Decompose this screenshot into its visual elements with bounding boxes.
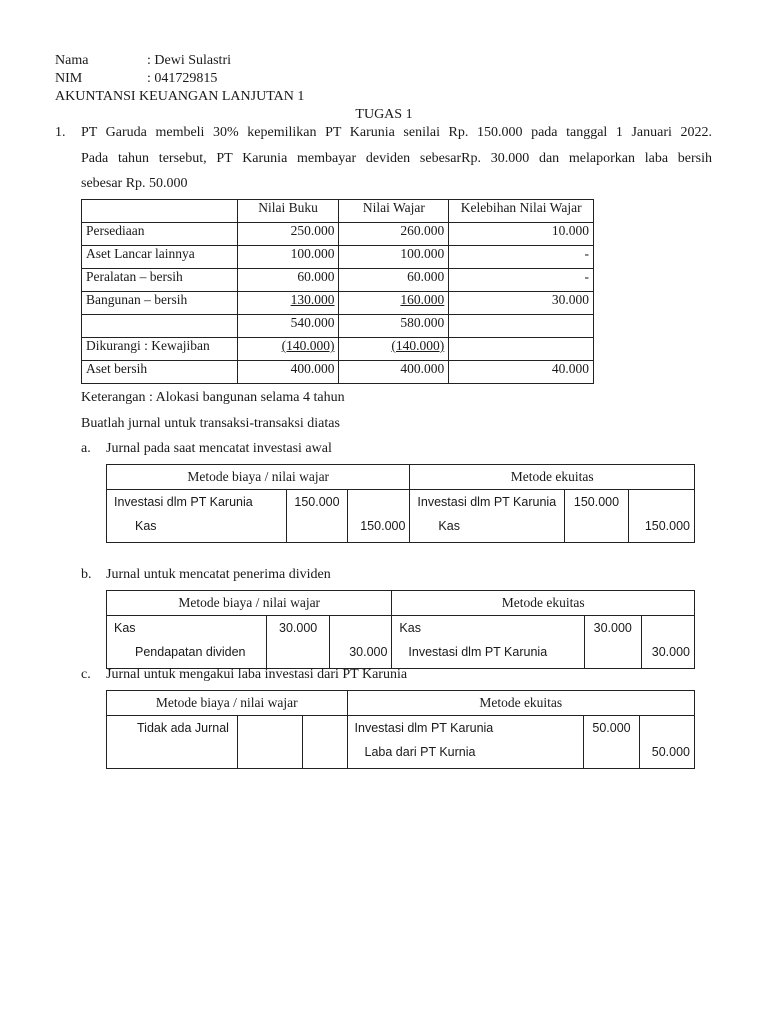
credit-amount: 50.000 xyxy=(651,745,690,759)
fair-value: 260.000 xyxy=(339,223,449,246)
fair-value xyxy=(339,338,449,361)
row-label: Bangunan – bersih xyxy=(82,292,238,315)
fair-value: 400.000 xyxy=(339,361,449,384)
debit-account: Investasi dlm PT Karunia xyxy=(417,495,557,509)
credit-account: Investasi dlm PT Karunia xyxy=(408,645,548,659)
debit-account: Investasi dlm PT Karunia xyxy=(114,495,253,509)
asset-table-header xyxy=(82,200,594,223)
cost-debit xyxy=(286,490,348,543)
equity-credit xyxy=(639,716,694,769)
excess-value: 30.000 xyxy=(449,292,594,315)
equity-method-header: Metode ekuitas xyxy=(392,591,695,616)
journal-table-a xyxy=(106,464,695,543)
header-cell: Nilai Wajar xyxy=(339,200,449,223)
debit-amount: 50.000 xyxy=(592,721,631,735)
name-label: Nama xyxy=(55,53,89,68)
header-cell xyxy=(82,200,238,223)
cost-debit xyxy=(267,616,330,669)
cost-debit xyxy=(237,716,302,769)
equity-method-header: Metode ekuitas xyxy=(347,691,694,716)
journal-table-c xyxy=(106,690,695,769)
equity-debit xyxy=(565,490,629,543)
cost-method-header: Metode biaya / nilai wajar xyxy=(107,465,410,490)
credit-account: Kas xyxy=(438,519,460,533)
table-row xyxy=(82,361,594,384)
section-b-title: Jurnal untuk mencatat penerima dividen xyxy=(106,567,331,582)
debit-account: Investasi dlm PT Karunia xyxy=(354,721,494,735)
question-number: 1. xyxy=(55,125,66,140)
journal-table-b xyxy=(106,590,695,669)
nim-label: NIM xyxy=(55,71,83,86)
section-b-marker: b. xyxy=(81,567,92,582)
section-c-title: Jurnal untuk mengakui laba investasi dari PT Karunia xyxy=(106,667,408,682)
asset-table xyxy=(81,199,594,384)
credit-account: Pendapatan dividen xyxy=(135,645,246,659)
book-value: 250.000 xyxy=(237,223,339,246)
credit-amount: 150.000 xyxy=(644,519,690,533)
header-cell: Kelebihan Nilai Wajar xyxy=(449,200,594,223)
book-value xyxy=(237,292,339,315)
table-row xyxy=(82,292,594,315)
debit-account: Kas xyxy=(114,621,136,635)
excess-value: - xyxy=(449,269,594,292)
row-label: Persediaan xyxy=(82,223,238,246)
section-a-marker: a. xyxy=(81,441,91,456)
debit-amount: 30.000 xyxy=(593,621,632,635)
row-label: Aset Lancar lainnya xyxy=(82,246,238,269)
debit-account: Kas xyxy=(399,621,421,635)
assignment-title: TUGAS 1 xyxy=(355,107,413,122)
excess-value: 40.000 xyxy=(449,361,594,384)
section-c-marker: c. xyxy=(81,667,91,682)
cost-accounts xyxy=(107,716,238,769)
table-row xyxy=(82,269,594,292)
cost-credit xyxy=(302,716,347,769)
underlined-value: (140.000) xyxy=(391,338,445,353)
book-value: 60.000 xyxy=(237,269,339,292)
instruction: Buatlah jurnal untuk transaksi-transaksi diatas xyxy=(81,416,340,431)
credit-amount: 30.000 xyxy=(651,645,690,659)
row-label xyxy=(82,315,238,338)
fair-value: 60.000 xyxy=(339,269,449,292)
fair-value: 580.000 xyxy=(339,315,449,338)
book-value xyxy=(237,338,339,361)
nim-value: : 041729815 xyxy=(147,71,218,86)
book-value: 540.000 xyxy=(237,315,339,338)
cost-method-header: Metode biaya / nilai wajar xyxy=(107,591,392,616)
credit-amount: 30.000 xyxy=(349,645,388,659)
no-journal-text: Tidak ada Jurnal xyxy=(137,721,229,735)
equity-method-header: Metode ekuitas xyxy=(410,465,695,490)
underlined-value: 130.000 xyxy=(290,292,335,307)
equity-debit xyxy=(584,716,640,769)
credit-account: Kas xyxy=(135,519,157,533)
cost-credit xyxy=(329,616,392,669)
header-cell: Nilai Buku xyxy=(237,200,339,223)
excess-value: 10.000 xyxy=(449,223,594,246)
question-line-3: sebesar Rp. 50.000 xyxy=(81,176,188,191)
equity-accounts xyxy=(410,490,565,543)
cost-accounts xyxy=(107,616,267,669)
equity-accounts xyxy=(347,716,583,769)
fair-value: 100.000 xyxy=(339,246,449,269)
credit-account: Laba dari PT Kurnia xyxy=(364,745,476,759)
cost-accounts xyxy=(107,490,287,543)
debit-amount: 30.000 xyxy=(279,621,318,635)
underlined-value: (140.000) xyxy=(281,338,335,353)
equity-credit xyxy=(628,490,694,543)
row-label: Dikurangi : Kewajiban xyxy=(82,338,238,361)
table-row xyxy=(82,246,594,269)
excess-value xyxy=(449,315,594,338)
table-row xyxy=(82,315,594,338)
row-label: Aset bersih xyxy=(82,361,238,384)
underlined-value: 160.000 xyxy=(400,292,445,307)
equity-accounts xyxy=(392,616,585,669)
table-row xyxy=(82,338,594,361)
book-value: 400.000 xyxy=(237,361,339,384)
row-label: Peralatan – bersih xyxy=(82,269,238,292)
cost-credit xyxy=(348,490,410,543)
note: Keterangan : Alokasi bangunan selama 4 tahun xyxy=(81,390,345,405)
course-title: AKUNTANSI KEUANGAN LANJUTAN 1 xyxy=(55,89,305,104)
credit-amount: 150.000 xyxy=(360,519,406,533)
equity-debit xyxy=(585,616,641,669)
question-line-2: Pada tahun tersebut, PT Karunia membayar deviden sebesarRp. 30.000 dan melaporkan laba bersih xyxy=(81,151,712,166)
book-value: 100.000 xyxy=(237,246,339,269)
excess-value xyxy=(449,338,594,361)
debit-amount: 150.000 xyxy=(573,495,620,509)
cost-method-header: Metode biaya / nilai wajar xyxy=(107,691,348,716)
equity-credit xyxy=(641,616,694,669)
section-a-title: Jurnal pada saat mencatat investasi awal xyxy=(106,441,332,456)
debit-amount: 150.000 xyxy=(294,495,340,509)
question-line-1: PT Garuda membeli 30% kepemilikan PT Karunia senilai Rp. 150.000 pada tanggal 1 Januari 2022. xyxy=(81,125,712,140)
name-value: : Dewi Sulastri xyxy=(147,53,231,68)
excess-value: - xyxy=(449,246,594,269)
table-row xyxy=(82,223,594,246)
fair-value xyxy=(339,292,449,315)
